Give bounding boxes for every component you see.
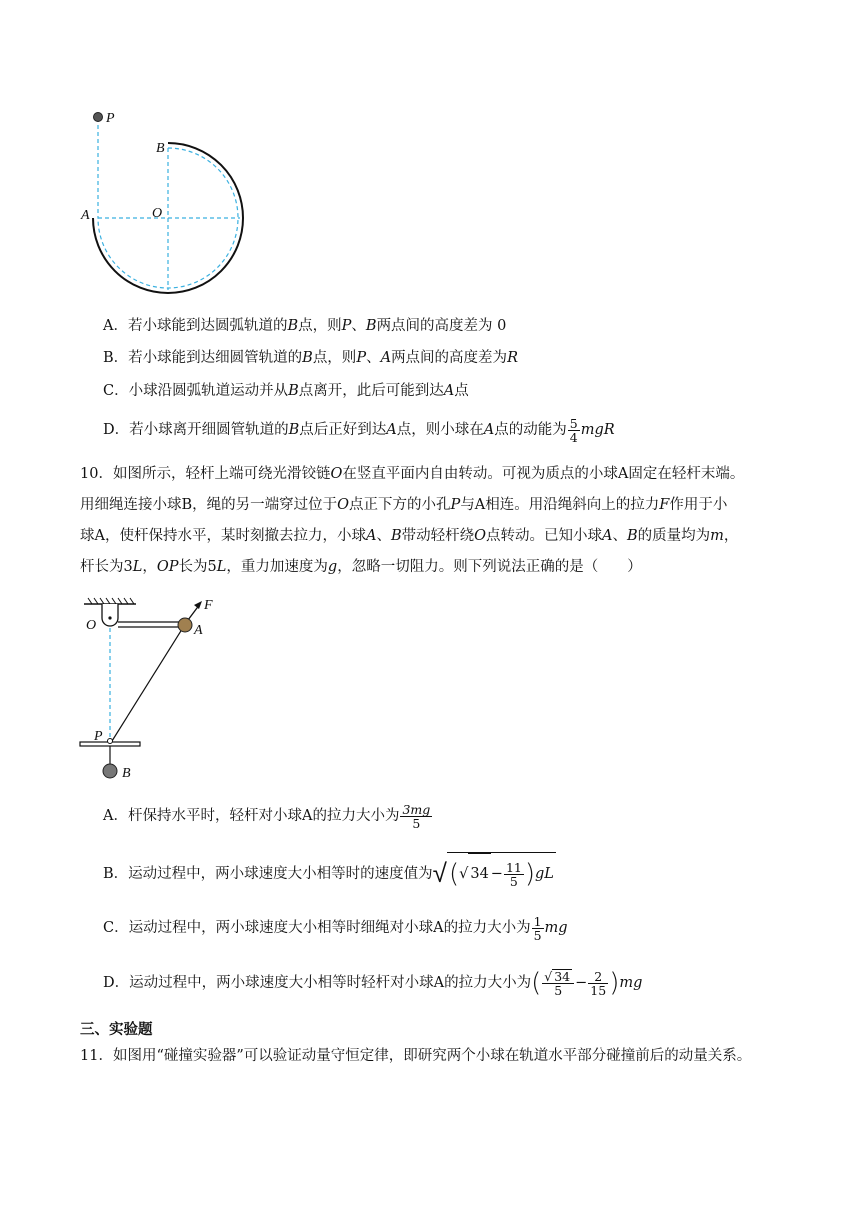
fraction: $\frac{√ 34}{5}$ <box>542 969 574 997</box>
q9-option-a: A．若小球能到达圆弧轨道的B点，则P、B两点间的高度差为 0 <box>103 318 507 334</box>
q10-option-b: B．运动过程中，两小球速度大小相等时的速度值为√(√ 34 − $\frac{11}{5}$ )gL <box>103 852 556 894</box>
rod <box>118 622 180 627</box>
label-b2: B <box>122 766 131 781</box>
fraction: $\frac{2}{15}$ <box>590 968 607 998</box>
label-o2: O <box>86 618 97 633</box>
fraction: $\frac{3mg}{5}$ <box>402 801 431 831</box>
section-title: 三、实验题 <box>80 1022 153 1038</box>
hinge-pin <box>108 616 111 619</box>
ball-a <box>178 618 192 632</box>
label-p: P <box>106 111 115 126</box>
figure-circle-track <box>70 100 270 310</box>
label-a2: A <box>194 623 203 638</box>
ball-p <box>94 113 103 122</box>
arrow-head <box>194 601 202 609</box>
hinge <box>102 604 118 626</box>
q10-line3: 球A，使杆保持水平，某时刻撤去拉力，小球A、B带动轻杆绕O点转动。已知小球A、B的质量均为m， <box>80 528 739 544</box>
sqrt-expr: (√ 34 − $\frac{11}{5}$ )gL <box>447 852 556 894</box>
q10-stem <box>80 459 780 583</box>
figure-rod-rope <box>76 594 226 790</box>
q9-option-c: C．小球沿圆弧轨道运动并从B点离开，此后可能到达A点 <box>103 383 469 399</box>
label-o: O <box>152 206 163 221</box>
ceiling-hatch <box>84 598 136 604</box>
hole-p <box>108 739 113 744</box>
fraction: $\frac{5}{4}$ <box>569 415 578 445</box>
rope-pa <box>112 626 184 741</box>
fraction: $\frac{1}{5}$ <box>533 913 542 943</box>
q10-line4: 杆长为3L，OP长为5L，重力加速度为g，忽略一切阻力。则下列说法正确的是（ ） <box>80 559 642 575</box>
q9-option-b: B．若小球能到达细圆管轨道的B点，则P、A两点间的高度差为R <box>103 350 518 366</box>
label-p2: P <box>94 729 103 744</box>
label-f: F <box>204 598 213 613</box>
q11-stem: 11．如图用“碰撞实验器”可以验证动量守恒定律，即研究两个小球在轨道水平部分碰撞前后的动量关系。 <box>80 1048 752 1064</box>
label-a: A <box>81 208 90 223</box>
q10-line1: 10．如图所示，轻杆上端可绕光滑铰链O在竖直平面内自由转动。可视为质点的小球A固定在轻杆末端。 <box>80 466 745 482</box>
q10-option-c: C．运动过程中，两小球速度大小相等时细绳对小球A的拉力大小为 $\frac{1}{5}$ mg <box>103 913 568 943</box>
q10-line2: 用细绳连接小球B，绳的另一端穿过位于O点正下方的小孔P与A相连。用沿绳斜向上的拉力F作用于小 <box>80 497 728 513</box>
q9-option-d: D．若小球离开细圆管轨道的B点后正好到达A点，则小球在A点的动能为 $\frac{5}{4}$ mgR <box>103 415 615 445</box>
q10-option-a: A．杆保持水平时，轻杆对小球A的拉力大小为 $\frac{3mg}{5}$ <box>103 801 431 831</box>
q10-option-d: D．运动过程中，两小球速度大小相等时轻杆对小球A的拉力大小为( $\frac{√ 34}{5}$ − $\frac{2}{15}$ )mg <box>103 968 643 998</box>
fraction: $\frac{11}{5}$ <box>505 859 522 889</box>
ball-b <box>103 764 117 778</box>
label-b: B <box>156 141 165 156</box>
